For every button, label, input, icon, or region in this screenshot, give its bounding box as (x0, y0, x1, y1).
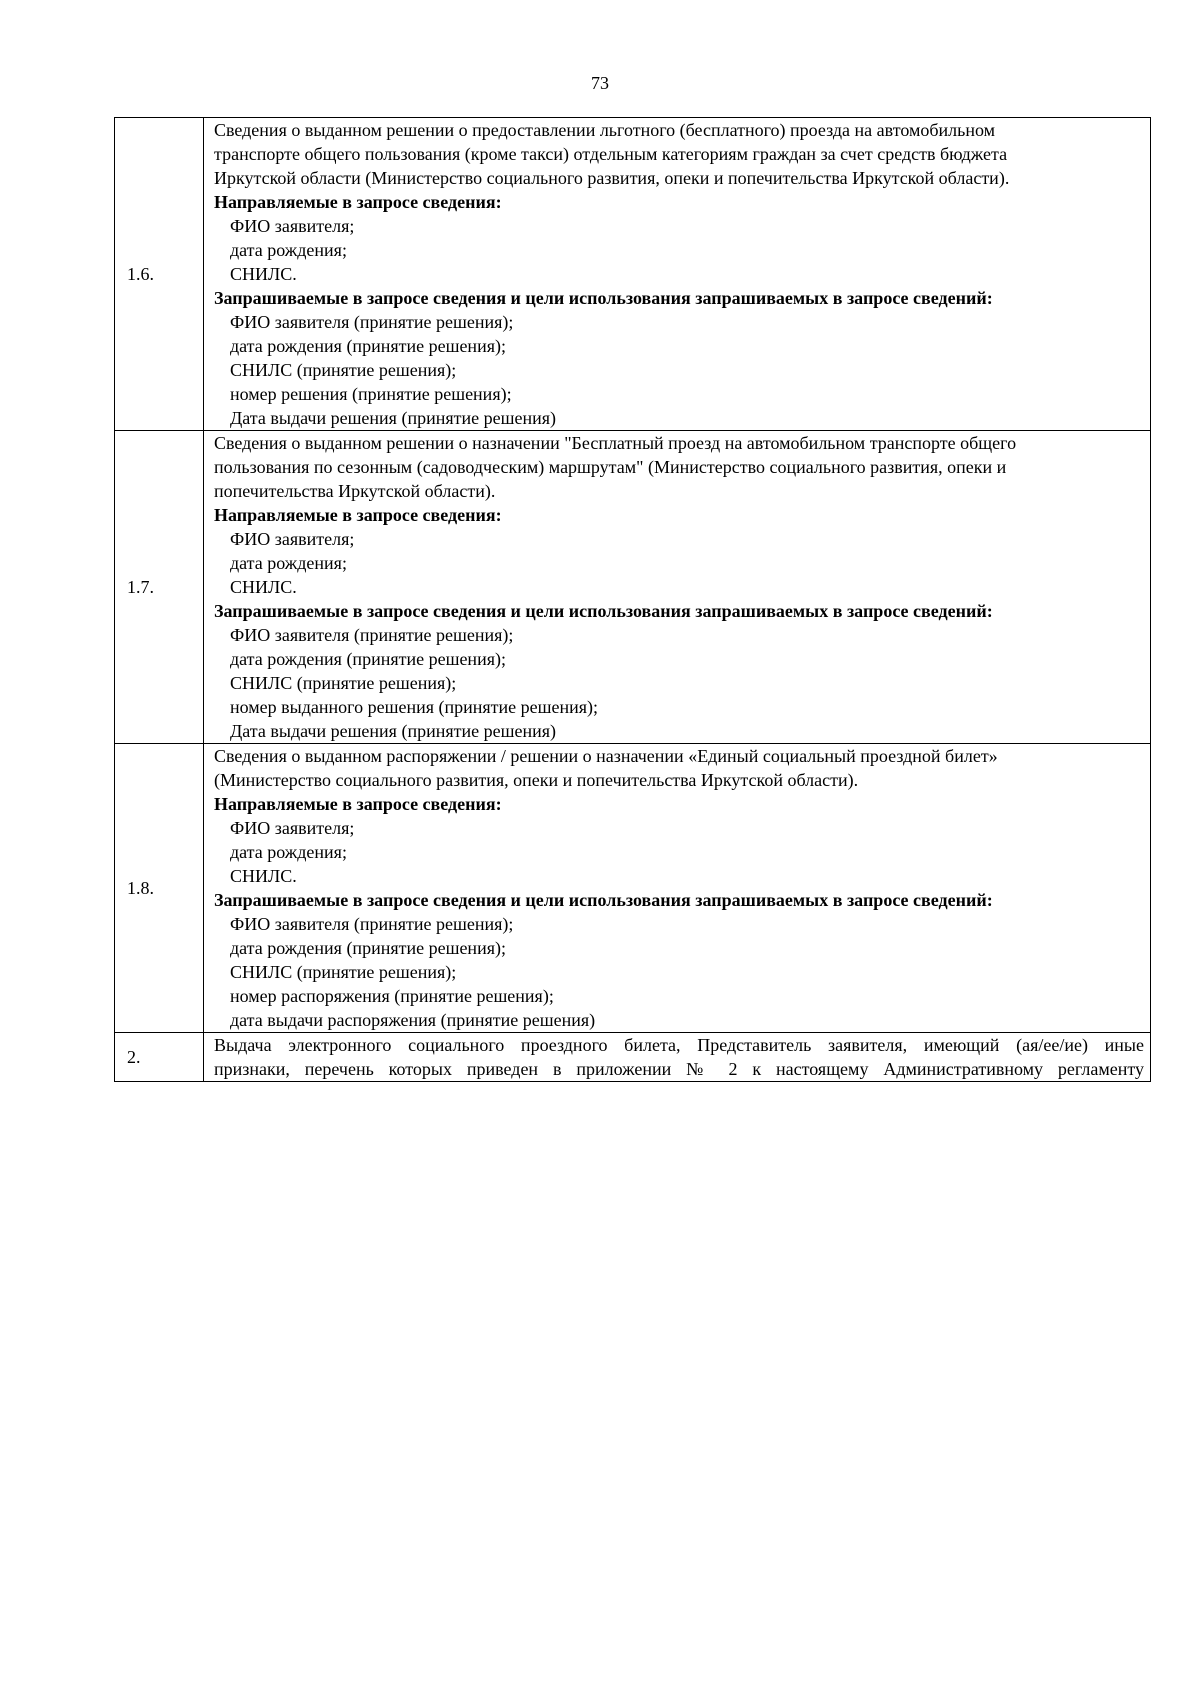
intro-line: пользования по сезонным (садоводческим) маршрутам" (Министерство социального развития, опеки и (214, 457, 1007, 477)
sent-item: СНИЛС. (230, 866, 297, 886)
requested-item: ФИО заявителя (принятие решения); (230, 312, 514, 332)
intro-line: транспорте общего пользования (кроме такси) отдельным категориям граждан за счет средств бюджета (214, 144, 1008, 164)
requested-item: дата выдачи распоряжения (принятие решения) (230, 1010, 596, 1030)
requested-item: номер распоряжения (принятие решения); (230, 986, 554, 1006)
sent-heading: Направляемые в запросе сведения: (214, 794, 502, 814)
row-number: 1.6. (115, 118, 204, 431)
row-content (204, 744, 1151, 1033)
intro-line: Сведения о выданном решении о предоставлении льготного (бесплатного) проезда на автомобильном (214, 120, 996, 140)
row-number: 1.7. (115, 431, 204, 744)
table-row (115, 744, 1151, 1033)
row-content (204, 431, 1151, 744)
sent-item: дата рождения; (230, 553, 347, 573)
table-row (115, 431, 1151, 744)
requested-item: дата рождения (принятие решения); (230, 336, 506, 356)
requested-item: номер решения (принятие решения); (230, 384, 512, 404)
sent-item: СНИЛС. (230, 577, 297, 597)
intro-line: (Министерство социального развития, опеки и попечительства Иркутской области). (214, 770, 859, 790)
requested-item: дата рождения (принятие решения); (230, 938, 506, 958)
intro-line: признаки, перечень которых приведен в приложении № 2 к настоящему Административному регламенту (214, 1059, 1144, 1079)
sent-heading: Направляемые в запросе сведения: (214, 505, 502, 525)
requested-heading: Запрашиваемые в запросе сведения и цели использования запрашиваемых в запросе сведений: (214, 890, 993, 910)
intro-line: Иркутской области (Министерство социального развития, опеки и попечительства Иркутской области). (214, 168, 1010, 188)
intro-line: попечительства Иркутской области). (214, 481, 496, 501)
row-number: 1.8. (115, 744, 204, 1033)
sent-item: СНИЛС. (230, 264, 297, 284)
sent-item: ФИО заявителя; (230, 529, 355, 549)
intro-line: Сведения о выданном решении о назначении "Бесплатный проезд на автомобильном транспорте общего (214, 433, 1017, 453)
requirements-table (114, 117, 1151, 1082)
requested-item: ФИО заявителя (принятие решения); (230, 914, 514, 934)
requested-item: СНИЛС (принятие решения); (230, 673, 457, 693)
requested-item: номер выданного решения (принятие решения); (230, 697, 599, 717)
intro-line: Выдача электронного социального проездного билета, Представитель заявителя, имеющий (ая/ее/ие) иные (214, 1035, 1144, 1055)
requested-item: ФИО заявителя (принятие решения); (230, 625, 514, 645)
requested-item: Дата выдачи решения (принятие решения) (230, 408, 557, 428)
sent-item: дата рождения; (230, 240, 347, 260)
row-content (204, 1033, 1151, 1082)
table-row (115, 118, 1151, 431)
row-content (204, 118, 1151, 431)
requested-item: СНИЛС (принятие решения); (230, 962, 457, 982)
requested-item: Дата выдачи решения (принятие решения) (230, 721, 557, 741)
sent-item: ФИО заявителя; (230, 216, 355, 236)
table-row (115, 1033, 1151, 1082)
requested-item: СНИЛС (принятие решения); (230, 360, 457, 380)
page-number: 73 (591, 73, 609, 93)
sent-item: ФИО заявителя; (230, 818, 355, 838)
row-number: 2. (115, 1033, 204, 1082)
requested-heading: Запрашиваемые в запросе сведения и цели использования запрашиваемых в запросе сведений: (214, 288, 993, 308)
requested-item: дата рождения (принятие решения); (230, 649, 506, 669)
sent-heading: Направляемые в запросе сведения: (214, 192, 502, 212)
requested-heading: Запрашиваемые в запросе сведения и цели использования запрашиваемых в запросе сведений: (214, 601, 993, 621)
intro-line: Сведения о выданном распоряжении / решении о назначении «Единый социальный проездной билет» (214, 746, 998, 766)
sent-item: дата рождения; (230, 842, 347, 862)
